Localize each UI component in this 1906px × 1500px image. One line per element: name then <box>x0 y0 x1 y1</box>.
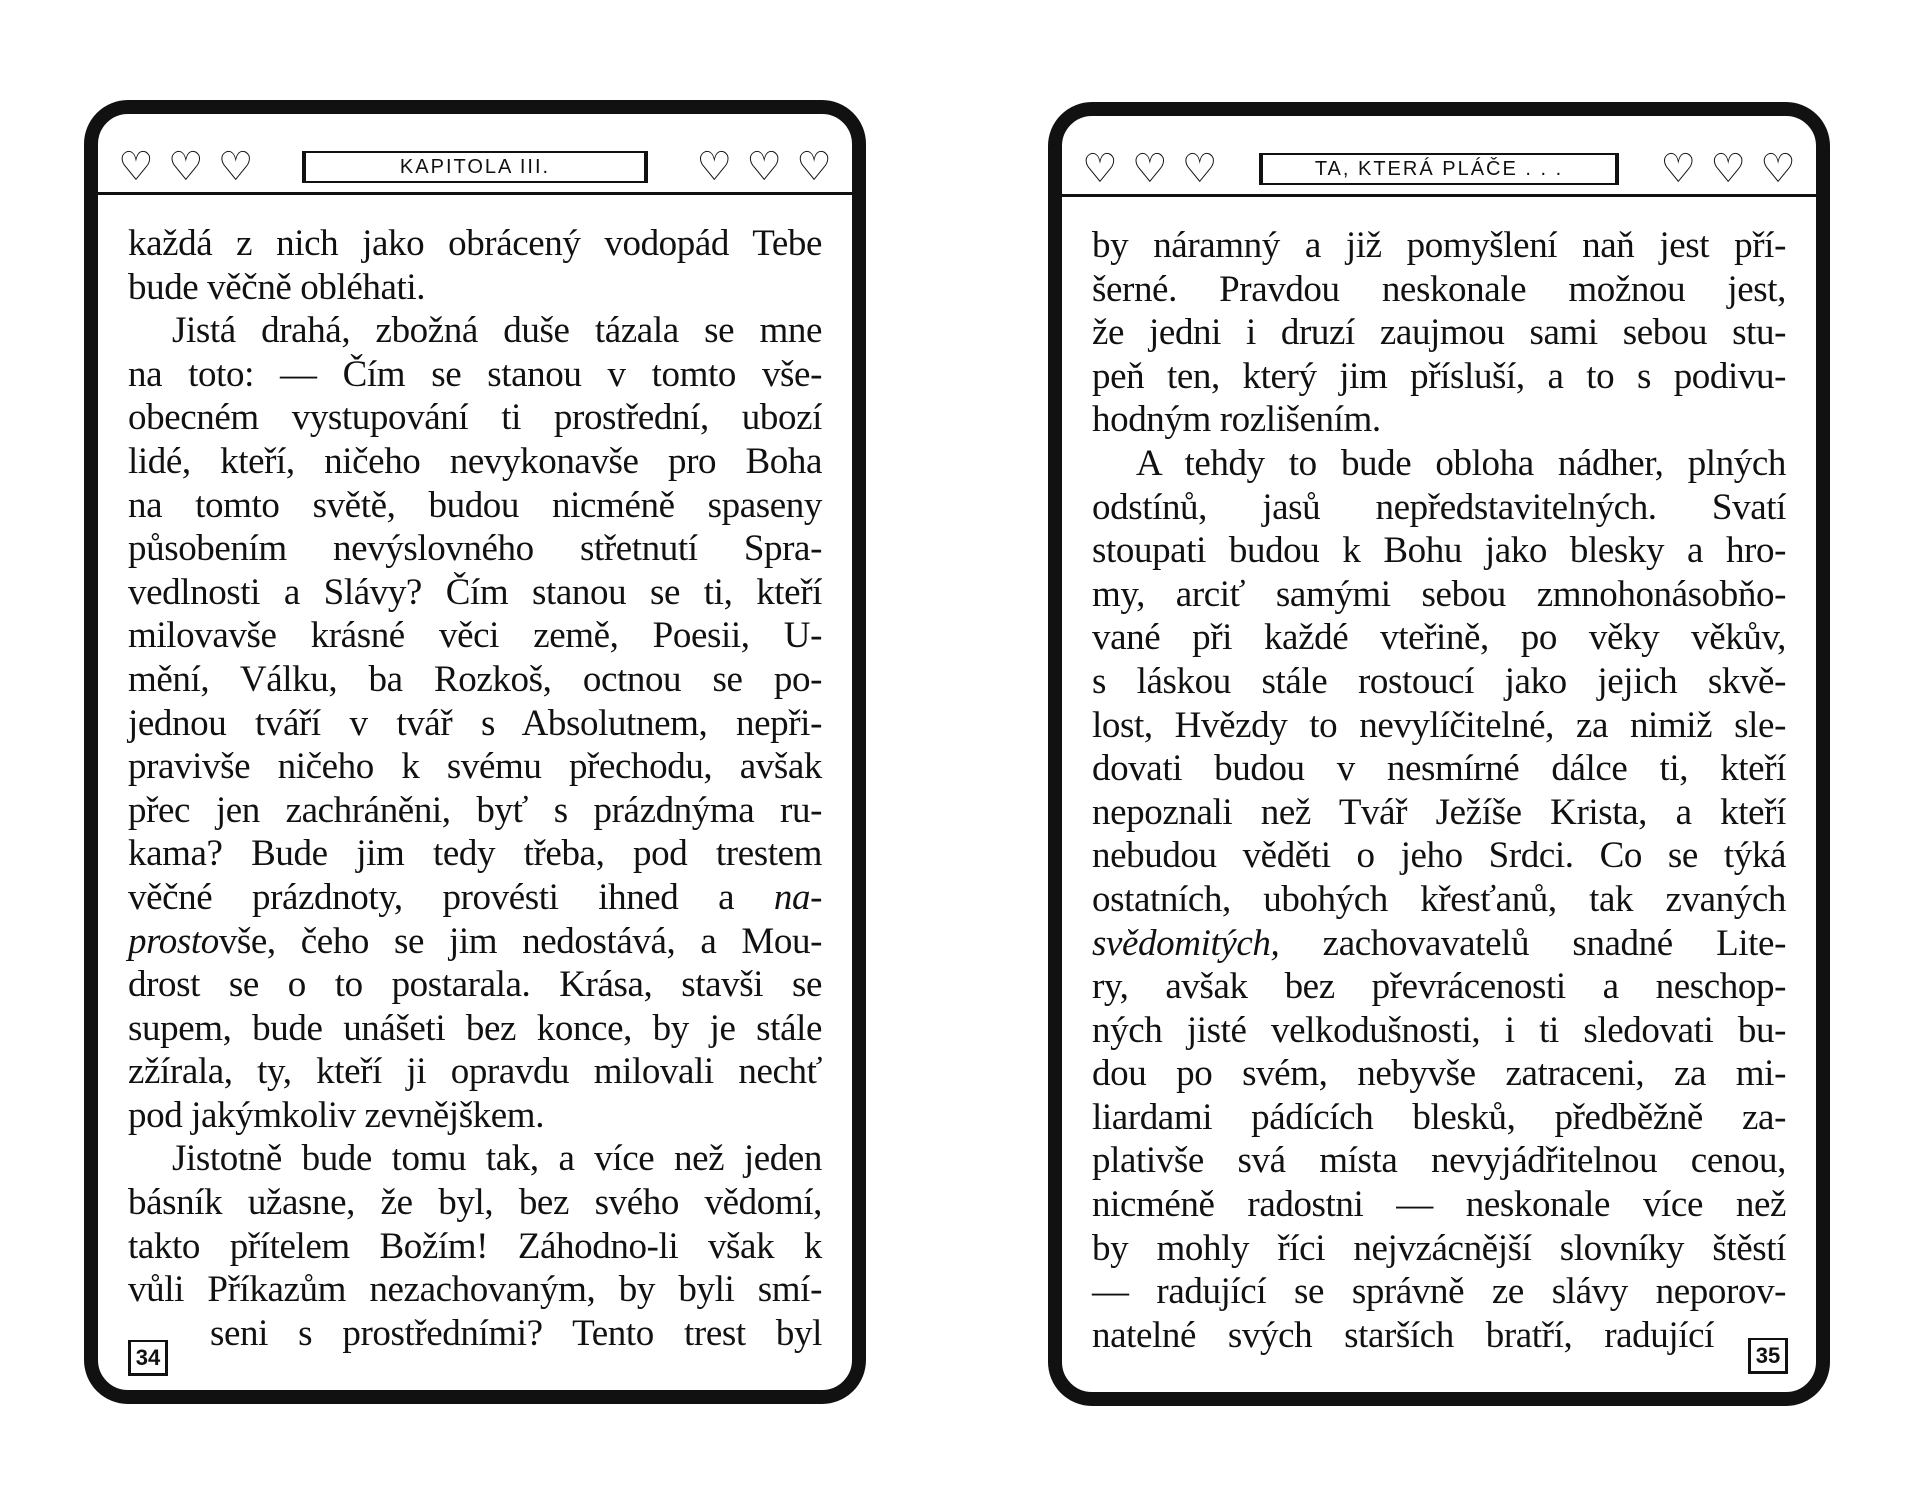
text-line: kama? Bude jim tedy třeba, pod trestem <box>128 833 822 875</box>
heart-icon: ♡ <box>1181 146 1218 192</box>
text-line: zžírala, ty, kteří ji opravdu milovali nechť <box>128 1051 822 1093</box>
text-line: lidé, kteří, ničeho nevykonavše pro Boha <box>128 440 822 482</box>
text-line-italic-start <box>128 920 822 964</box>
text-line: s láskou stále rostoucí jako jejich skvě- <box>1092 660 1786 702</box>
heart-icon: ♡ <box>1710 146 1747 192</box>
header-rule <box>98 192 852 195</box>
text-line: ry, avšak bez převrácenosti a neschop- <box>1092 966 1786 1008</box>
heart-icon: ♡ <box>217 144 254 190</box>
italic-fragment: prosto <box>128 920 219 962</box>
text-line: hodným rozlišením. <box>1092 399 1381 441</box>
text-line: Jistá drahá, zbožná duše tázala se mne <box>172 310 822 352</box>
text-line: by mohly říci nejvzácnější slovníky štěstí <box>1092 1227 1786 1269</box>
page-number: 34 <box>128 1340 168 1376</box>
text-line: každá z nich jako obrácený vodopád Tebe <box>128 223 822 264</box>
text-line: nebudou věděti o jeho Srdci. Co se týká <box>1092 835 1786 877</box>
text-line: obecném vystupování ti prostřední, ubozí <box>128 397 822 439</box>
page-number: 35 <box>1748 1338 1788 1374</box>
text-line: vedlnosti a Slávy? Čím stanou se ti, kteří <box>128 571 822 613</box>
right-page-header <box>1082 136 1796 202</box>
heart-icon: ♡ <box>696 144 733 190</box>
text-line: pravivše ničeho k svému přechodu, avšak <box>128 746 822 788</box>
right-page <box>1048 102 1830 1406</box>
text-line: stoupati budou k Bohu jako blesky a hro- <box>1092 530 1786 572</box>
left-page-header <box>118 134 832 200</box>
text-fragment: vše, čeho se jim nedostává, a Mou- <box>218 920 822 962</box>
text-line: že jedni i druzí zaujmou sami sebou stu- <box>1092 312 1786 354</box>
text-line: seni s prostředními? Tento trest byl <box>210 1312 822 1354</box>
text-line: Jistotně bude tomu tak, a více než jeden <box>172 1138 822 1180</box>
left-hearts-group-1 <box>118 144 254 190</box>
heart-icon: ♡ <box>1660 146 1697 192</box>
heart-icon: ♡ <box>796 144 832 190</box>
right-hearts-group-1 <box>1082 146 1218 192</box>
heart-icon: ♡ <box>118 144 154 190</box>
text-line: vůli Příkazům nezachovaným, by byli smí- <box>128 1269 822 1311</box>
heart-icon: ♡ <box>1082 146 1118 192</box>
text-line: na tomto světě, budou nicméně spaseny <box>128 484 822 526</box>
text-line: šerné. Pravdou neskonale možnou jest, <box>1092 268 1786 310</box>
text-line: vané při každé vteřině, po věky věkův, <box>1092 617 1786 659</box>
text-line: dou po svém, nebyvše zatraceni, za mi- <box>1092 1053 1786 1095</box>
text-line: drost se o to postarala. Krása, stavši se <box>128 964 822 1006</box>
text-line: A tehdy to bude obloha nádher, plných <box>1136 442 1786 484</box>
text-line: odstínů, jasů nepředstavitelných. Svatí <box>1092 486 1786 528</box>
text-line: natelné svých starších bratří, radující <box>1092 1314 1714 1356</box>
text-line: liardami pádících blesků, předběžně za- <box>1092 1096 1786 1138</box>
heart-icon: ♡ <box>746 144 783 190</box>
text-line: jednou tváří v tvář s Absolutnem, nepři- <box>128 702 822 744</box>
text-line: mění, Válku, ba Rozkoš, octnou se po- <box>128 658 822 700</box>
text-line: milovavše krásné věci země, Poesii, U- <box>128 615 822 657</box>
text-line-italic-start <box>1092 922 1786 966</box>
text-line: — radující se správně ze slávy neporov- <box>1092 1271 1786 1313</box>
heart-icon: ♡ <box>1760 146 1796 192</box>
left-body-text <box>128 222 822 1355</box>
text-line: nicméně radostni — neskonale více než <box>1092 1184 1786 1226</box>
text-line: přec jen zachráněni, byť s prázdnýma ru- <box>128 789 822 831</box>
italic-fragment: svědomitých, <box>1092 922 1280 964</box>
text-line: působením nevýslovného střetnutí Spra- <box>128 528 822 570</box>
text-line: ných jisté velkodušnosti, i ti sledovati bu- <box>1092 1009 1786 1051</box>
text-line: takto přítelem Božím! Záhodno-li však k <box>128 1225 822 1267</box>
text-fragment: věčné prázdnoty, provésti ihned a <box>128 876 774 918</box>
text-line: dovati budou v nesmírné dálce ti, kteří <box>1092 748 1786 790</box>
text-line: by náramný a již pomyšlení naň jest pří- <box>1092 225 1786 266</box>
text-line: peň ten, který jim přísluší, a to s podivu- <box>1092 355 1786 397</box>
running-head: KAPITOLA III. <box>302 151 648 183</box>
text-fragment: zachovavatelů snadné Lite- <box>1322 922 1786 964</box>
heart-icon: ♡ <box>167 144 204 190</box>
text-line-italic-end <box>128 876 822 920</box>
header-rule <box>1062 194 1816 197</box>
text-line: my, arciť samými sebou zmnohonásobňo- <box>1092 573 1786 615</box>
left-page <box>84 100 866 1404</box>
heart-icon: ♡ <box>1131 146 1168 192</box>
running-head: TA, KTERÁ PLÁČE . . . <box>1259 153 1619 185</box>
italic-fragment: na- <box>773 876 822 918</box>
text-line: na toto: — Čím se stanou v tomto vše- <box>128 353 822 395</box>
left-hearts-group-2 <box>696 144 832 190</box>
right-hearts-group-2 <box>1660 146 1796 192</box>
text-line: ostatních, ubohých křesťanů, tak zvaných <box>1092 878 1786 920</box>
right-body-text <box>1092 224 1786 1357</box>
text-line: lost, Hvězdy to nevylíčitelné, za nimiž sle- <box>1092 704 1786 746</box>
text-line: básník užasne, že byl, bez svého vědomí, <box>128 1182 822 1224</box>
text-line: bude věčně obléhati. <box>128 266 426 308</box>
text-line: pod jakýmkoliv zevnějškem. <box>128 1094 545 1136</box>
text-line: plativše svá místa nevyjádřitelnou cenou, <box>1092 1140 1786 1182</box>
text-line: supem, bude unášeti bez konce, by je stále <box>128 1007 822 1049</box>
text-line: nepoznali než Tvář Ježíše Krista, a kteří <box>1092 791 1786 833</box>
